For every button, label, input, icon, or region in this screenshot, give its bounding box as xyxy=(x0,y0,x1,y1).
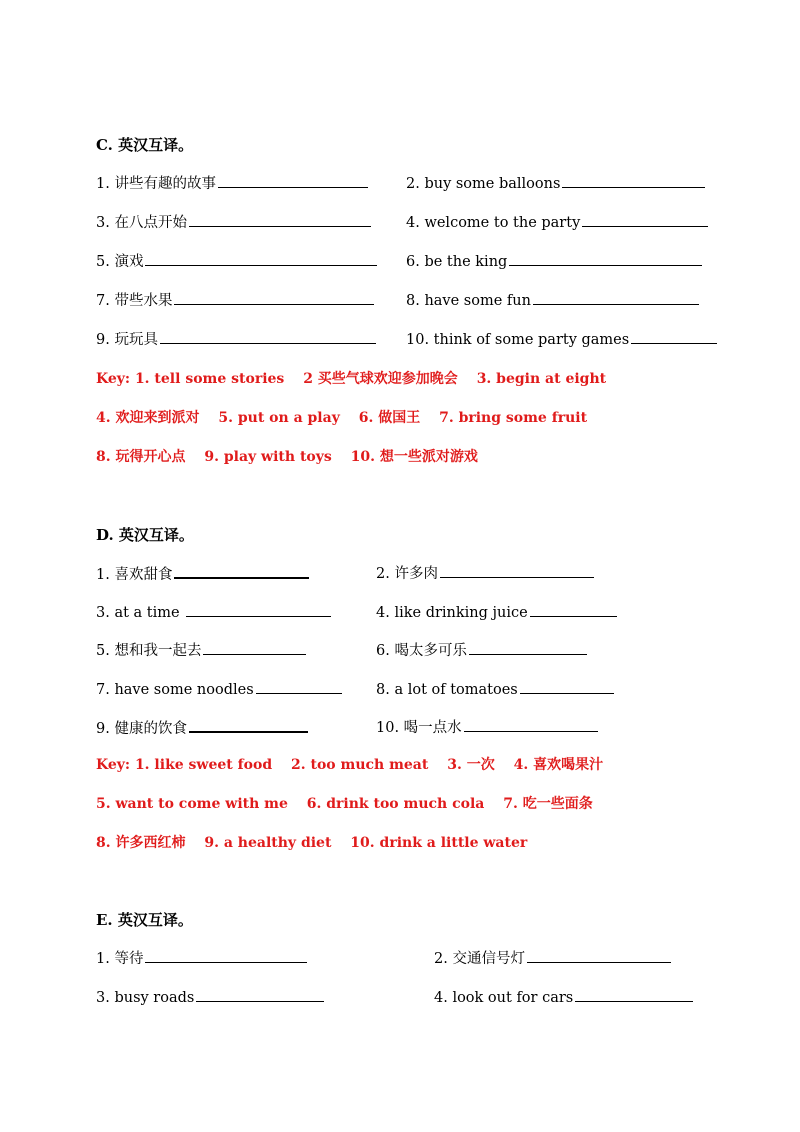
c-item-7 xyxy=(96,290,374,311)
d-item-7 xyxy=(96,679,342,700)
c-item-8 xyxy=(406,290,699,311)
d-item-2 xyxy=(376,563,594,584)
e-item-2-label: 2. 交通信号灯 xyxy=(434,951,525,967)
d-item-1 xyxy=(96,563,309,585)
answer-blank[interactable] xyxy=(562,173,705,188)
answer-blank[interactable] xyxy=(440,563,594,578)
answer-blank[interactable] xyxy=(174,290,374,305)
c-answer-key-line-3 xyxy=(96,447,492,467)
d-item-1-label: 1. 喜欢甜食 xyxy=(96,567,173,583)
key-answer: 3. 一次 xyxy=(447,757,495,773)
key-answer: 6. drink too much cola xyxy=(306,796,485,812)
d-item-6-label: 6. 喝太多可乐 xyxy=(376,643,467,659)
answer-blank[interactable] xyxy=(196,987,324,1002)
answer-blank[interactable] xyxy=(527,948,671,963)
d-item-8-label: 8. a lot of tomatoes xyxy=(376,682,518,698)
c-item-2 xyxy=(406,173,705,194)
d-item-7-label: 7. have some noodles xyxy=(96,682,254,698)
key-answer: 5. want to come with me xyxy=(96,796,288,812)
d-item-9 xyxy=(96,717,308,739)
key-answer: 2 买些气球欢迎参加晚会 xyxy=(303,371,458,387)
answer-blank[interactable] xyxy=(218,173,368,188)
d-item-2-label: 2. 许多肉 xyxy=(376,566,438,582)
c-item-6 xyxy=(406,251,702,272)
d-item-10-label: 10. 喝一点水 xyxy=(376,720,462,736)
c-item-5 xyxy=(96,251,377,272)
answer-blank[interactable] xyxy=(160,329,376,344)
key-answer: 5. put on a play xyxy=(218,410,340,426)
c-item-7-label: 7. 带些水果 xyxy=(96,293,173,309)
answer-blank[interactable] xyxy=(533,290,699,305)
answer-blank[interactable] xyxy=(145,251,377,266)
e-item-2 xyxy=(434,948,671,969)
answer-blank[interactable] xyxy=(631,329,717,344)
key-answer: Key: 1. tell some stories xyxy=(96,371,285,387)
answer-blank[interactable] xyxy=(256,679,342,694)
key-answer: 4. 欢迎来到派对 xyxy=(96,410,200,426)
key-answer: 9. play with toys xyxy=(204,449,332,465)
c-item-10 xyxy=(406,329,717,350)
c-item-6-label: 6. be the king xyxy=(406,254,508,270)
e-item-3 xyxy=(96,987,324,1008)
d-item-3 xyxy=(96,602,331,623)
c-item-1-label: 1. 讲些有趣的故事 xyxy=(96,176,216,192)
d-answer-key-line-2 xyxy=(96,794,607,814)
c-item-3-label: 3. 在八点开始 xyxy=(96,215,187,231)
e-item-1 xyxy=(96,948,307,969)
answer-blank[interactable] xyxy=(174,563,309,579)
section-d-title: D. 英汉互译。 xyxy=(96,526,194,544)
d-item-10 xyxy=(376,717,598,738)
key-answer: 4. 喜欢喝果汁 xyxy=(513,757,604,773)
key-answer: 7. 吃一些面条 xyxy=(503,796,593,812)
c-item-1 xyxy=(96,173,368,194)
key-answer: 10. drink a little water xyxy=(350,835,528,851)
c-item-4-label: 4. welcome to the party xyxy=(406,215,581,231)
c-item-9 xyxy=(96,329,376,350)
answer-blank[interactable] xyxy=(464,717,598,732)
c-item-10-label: 10. think of some party games xyxy=(406,332,630,348)
key-answer: 6. 做国王 xyxy=(358,410,421,426)
answer-blank[interactable] xyxy=(189,717,308,733)
key-answer: 8. 许多西红柿 xyxy=(96,835,186,851)
c-item-2-label: 2. buy some balloons xyxy=(406,176,561,192)
d-item-6 xyxy=(376,640,587,661)
answer-blank[interactable] xyxy=(203,640,306,655)
answer-blank[interactable] xyxy=(189,212,371,227)
c-item-4 xyxy=(406,212,708,233)
key-answer: 7. bring some fruit xyxy=(439,410,588,426)
d-item-4-label: 4. like drinking juice xyxy=(376,605,528,621)
d-answer-key-line-1 xyxy=(96,755,617,775)
key-answer: 3. begin at eight xyxy=(476,371,607,387)
answer-blank[interactable] xyxy=(582,212,708,227)
key-answer: 10. 想一些派对游戏 xyxy=(350,449,478,465)
key-answer: 2. too much meat xyxy=(291,757,429,773)
answer-blank[interactable] xyxy=(469,640,587,655)
c-answer-key-line-2 xyxy=(96,408,601,428)
d-answer-key-line-3 xyxy=(96,833,541,853)
answer-blank[interactable] xyxy=(509,251,702,266)
section-e-title: E. 英汉互译。 xyxy=(96,911,193,929)
answer-blank[interactable] xyxy=(520,679,614,694)
answer-blank[interactable] xyxy=(186,602,331,617)
c-item-9-label: 9. 玩玩具 xyxy=(96,332,158,348)
d-item-5 xyxy=(96,640,306,661)
d-item-8 xyxy=(376,679,614,700)
e-item-4 xyxy=(434,987,693,1008)
answer-blank[interactable] xyxy=(145,948,307,963)
key-answer: 9. a healthy diet xyxy=(204,835,332,851)
key-answer: 8. 玩得开心点 xyxy=(96,449,186,465)
d-item-3-label: 3. at a time xyxy=(96,605,185,621)
c-item-8-label: 8. have some fun xyxy=(406,293,531,309)
answer-blank[interactable] xyxy=(575,987,693,1002)
d-item-5-label: 5. 想和我一起去 xyxy=(96,643,202,659)
e-item-3-label: 3. busy roads xyxy=(96,990,195,1006)
e-item-4-label: 4. look out for cars xyxy=(434,990,574,1006)
e-item-1-label: 1. 等待 xyxy=(96,951,144,967)
c-item-3 xyxy=(96,212,371,233)
section-c-title: C. 英汉互译。 xyxy=(96,136,194,154)
c-answer-key-line-1 xyxy=(96,369,620,389)
answer-blank[interactable] xyxy=(530,602,617,617)
c-item-5-label: 5. 演戏 xyxy=(96,254,144,270)
d-item-9-label: 9. 健康的饮食 xyxy=(96,721,187,737)
d-item-4 xyxy=(376,602,617,623)
key-answer: Key: 1. like sweet food xyxy=(96,757,273,773)
